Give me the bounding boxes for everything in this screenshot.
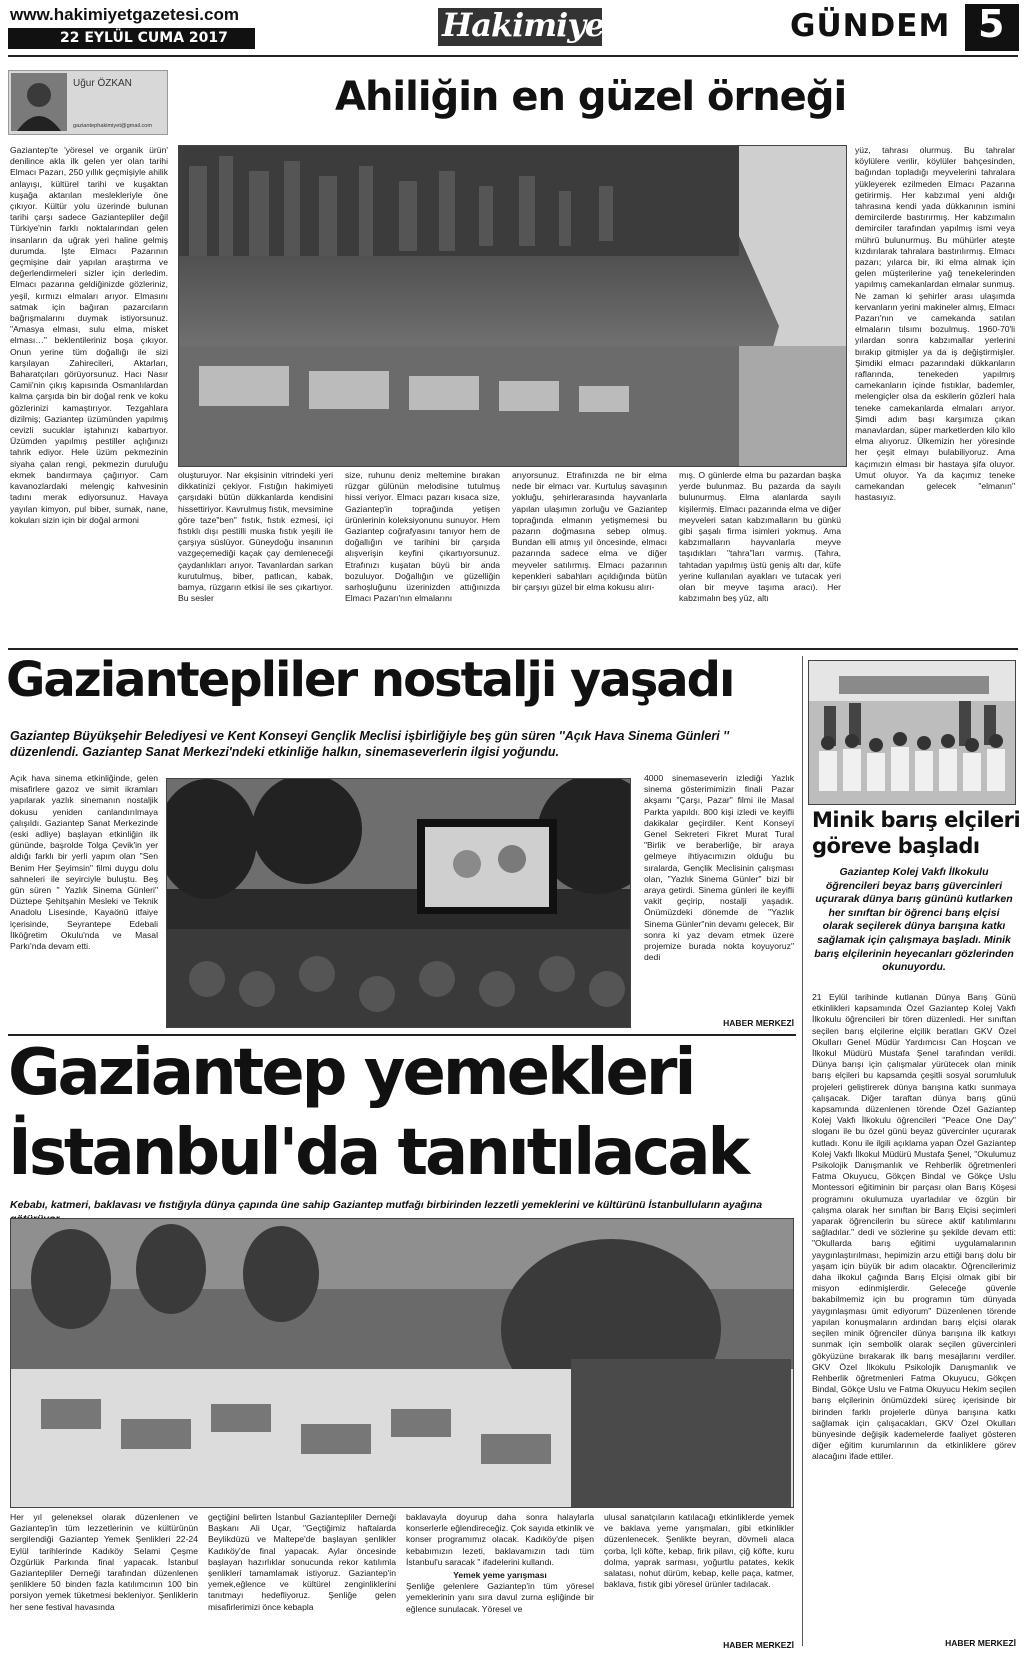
section-rule xyxy=(8,648,1018,650)
article4-signature: HABER MERKEZİ xyxy=(945,1638,1016,1648)
columnist-email[interactable]: gaziantephakimiyet@gmail.com xyxy=(73,123,153,129)
columnist-box xyxy=(8,70,168,135)
article4-headline-line2: göreve başladı xyxy=(812,834,980,858)
article2-column-2 xyxy=(644,773,794,1018)
section-title: GÜNDEM xyxy=(790,8,951,44)
article1-text: oluşturuyor. Nar ekşisinin vitrindeki yeri dikkatinizi çekiyor. Fıstığın hakimiyeti çarşıdaki bütün dükkanlarda kendisini hissettiriyor. Kavrulmuş fıstık, mevsimine göre taze"ben" fıstık, fıstık ezmesi, içi fıstıklı dışı pestilli muska fıstık yeşili ile çarşıya süslüyor. Güneydoğu insanının vazgeçemediği kaçak çay demleneceği çaydanlıkları arıyor. Tavanlardan sarkan kurutulmuş, biber, patlıcan, kabak, bamya, rüzgarın etkisi ile ses çıkartıyor. Bu sesler xyxy=(178,470,333,604)
article1-text: mış. O günlerde elma bu pazardan başka yerde bulunmaz. Bu pazarda da sayılı bulunurmuş. Elma alanlarda sayılı kişilermiş. Elmacı pazarında elma ve diğer meyveleri satan kabzımalların bu günkü gibi şaşalı firma isimleri yokmuş. Ama kabzımalların hayvanlarla meyve taşıdıkları "tahra"ları varmış. (Tahra, tahtadan yapılmış üstü geniş altı dar, küfe yerine kullanılan ayakları ve tutacak yeri olan bir meyve taşıma aracı). Her kabzımalın beş yüz, altı xyxy=(679,470,841,604)
article3-text: ulusal sanatçıların katılacağı etkinliklerde yemek ve baklava yeme yarışmaları, gibi etkinlikler düzenlenecek. Şenlikte beyran, dövmeli alaca çorba, İçli köfte, kebap, firik pilavı, çiğ köfte, kuru dolma, yaprak sarması, yoğurtlu patates, kekik salatası, nohut dürüm, kebap, kelle paça, katmer, baklava, fıstık gibi yöresel ürünler tadılacak. xyxy=(604,1512,794,1590)
article1-text: size, ruhunu deniz meltemine bırakan rüzgar gülünün melodisine tutulmuş hissi veriyor. Elmacı pazarı kısaca size, Gaziantep'in toprağında yetişen ürünlerinin koleksiyonunu sunuyor. Hem Gaziantep coğrafyasını tanıyor hem de doğallığın ve tarihini bir çarşıda alışverişin keyfini çıkartıyorsunuz. Etrafınızı kuşatan büyü bir anda bozuluyor. Doğallığın ve güzelliğin sarhoşluğunu üzerinizden attığınızda Elmacı Pazarı'nın elmalarını xyxy=(345,470,500,604)
article1-column-3 xyxy=(345,470,500,642)
avatar xyxy=(11,73,67,131)
article1-column-6 xyxy=(855,145,1015,642)
columnist-portrait-icon xyxy=(11,73,67,131)
masthead-rule xyxy=(8,55,1018,57)
article3-deck: Kebabı, katmeri, baklavası ve fıstığıyla dünya çapında üne sahip Gaziantep mutfağı birbirinden lezzetli yemeklerini ve kültürünü İstanbulluların ayağına xyxy=(10,1199,763,1211)
article2-deck: Gaziantep Büyükşehir Belediyesi ve Kent Konseyi Gençlik Meclisi işbirliğiyle beş gün süren ''Açık Hava Sinema Günleri '' düzenlendi. Gaziantep Sanat Merkezi'ndeki etkinliğe halkın, sinemaseverlerin ilgisi yoğundu. xyxy=(10,729,730,759)
market-photo xyxy=(178,145,847,467)
article3-column-4 xyxy=(604,1512,794,1640)
spice-market-illustration xyxy=(179,146,847,467)
food-festival-photo xyxy=(10,1218,794,1508)
article2-text: Açık hava sinema etkinliğinde, gelen misafirlere gazoz ve simit ikramları yapılarak yazlık sinemanın nostaljik dokusu yeniden canlandırılmaya çalışıldı. Gaziantep Sanat Merkezinde (eski adliye) başlayan etkinliğin ilk gününde, başrolde Tolga Çevik'in yer aldığı farklı bir yerli yapım olan "Sen Benim Her Şeyimsin" filmi duygu dolu sahneleri ile seyirciyle buluştu. Beş gün süren " Yazlık Sinema Günleri" Düztepe Şehitşahin Mesleki ve Teknik Anadolu Lisesinde, Kayaönü itfaiye içerisinde, Seyrantepe Edebali İlköğretim Okulu'nda ve Masal Parkı'nda devam etti. xyxy=(10,773,158,952)
article4-text: 21 Eylül tarihinde kutlanan Dünya Barış Günü etkinlikleri kapsamında Özel Gaziantep Kolej Vakfı İlkokulu öğrencileri bir tören düzenledi. Her sınıftan seçilen barış elçilerine elçilik beratları GKV Özel Okulları Genel Müdür Yardımcısı Can Hoşcan ve İlkokul Müdürü Mustafa Şenel tarafından verildi. Dünya barışı için çalışmalar yürütecek olan minik barış elçileri bu kapsamda çeşitli sosyal sorumluluk projeleri geliştirerek dünya barışına katkı sunmaya çalışacak. Diğer taraftan dünya barış günü kapsamında düzenlenen törende Özel Gaziantep Kolej Vakfı İlkokulu öğrencileri "Peace One Day" sloganı ile bu özel günü beyaz güvercinler uçurarak kutladı. Konu ile ilgili açıklama yapan Özel Gaziantep Kolej Vakfı İlkokul Müdürü Mustafa Şenel, "Okulumuz Psikolojik Danışmanlık ve Rehberlik öğretmenleri Fatma Okuyucu, Gökçen Bindal ve Gökçe Uslu Montessori eğitiminin bir parçası olan Barış Köşesi programını okulumuza uyarladılar ve özgün bir çalışma olarak her sınıftan bir Barış Elçisi seçimleri yaparak öğrencilerin bu sürece aktif katılımlarını sağladılar." dedi ve sözlerine şu şekilde devam etti: "Okullarda barış eğitimi uygulamalarının yaygınlaştırılması, hepimizin arzu ettiği barış dolu bir yaşam için büyük bir adım olacaktır. Öğrencilerimiz daha ilkokul çağında Barış Elçisi olmak gibi bir misyon edinmişlerdir. Geleceğe güvenle bakabilmemiz için bu programın tüm dünyada yaygınlaşması ümit ediyorum" Düzenlenen törende yapılan konuşmaların ardından barış elçisi olarak seçilen minik öğrenciler dünya barışına ilk katkıyı sunmak için sembolik olarak seçilen güvercinleri gökyüzüne bırakarak ilk barış mesajlarını verdiler. GKV Özel İlkokulu Psikolojik Danışmanlık ve Rehberlik öğretmenleri Fatma Okuyucu, Gökçen Bindal, Gökçe Uslu ve Fatma Okuyucu Hekim seçilen barış elçilerinin önümüzdeki süreç içerisinde bir birinden farklı projelerle dünya barışına katkı sağlamak için çalışacakları, GKV Özel Okulları bünyesinde değişik kademelerde faaliyet gösteren diğer eğitim kurumlarının da etkinliklere görev alacağını ifade ettiler. xyxy=(812,992,1016,1462)
article1-text: Gaziantep'te 'yöresel ve organik ürün' denilince akla ilk gelen yer olan tarihi Elmacı Pazarı, 250 yıllık geçmişiyle ahilik anlayışı, kültürel tarihi ve kuşaktan kuşağa aktarılan meslekleriyle öne çıkıyor. Kültür yolu üzerinde bulunan tarihi çarşı sadece Gaziantepliler değil Türkiye'nin farklı noktalarından gelen insanların da uğrak yeri haline gelmiş durumda. İşte Elmacı Pazarının geçmişine dair yapılan araştırma ve değerlendirmeleri sizler için derledim. Elmacı pazarına geldiğinizde gözleriniz, yeşil, kırmızı elmaları arıyor. Elmasını satmak için bağıran pazarcıların bağrışmalarını duymak istiyorsunuz. "Amasya elması, sulu elma, misket elması…" beklentileriniz boşa çıkıyor. Onun yerine tüm doğallığı ile sizi karşılayan Zahirecileri, Aktarları, Baharatçıları görüyorsunuz. Hacı Nasır Camii'nin çıkış kapısında Osmanlılardan kalma çarşıda bin bir doğal renk ve koku gözlerinizi kamaştırıyor. Tezgahlara dizilmiş; Gaziantep üzümünden yapılmış cevizli sucuklar iştahınızı kabartıyor. Üzümden yapılmış pestiller açlığınızı tahrik ediyor. Hele üzüm pekmezinin siyaha çalan rengi, pekmezin duruluğu ekmek bandırmaya çağırıyor. Cam kavanozlardaki melengiç kahvesinin tadını merak ediyorsunuz. Havaya yayılan kimyon, pul biber, sumak, nane, kokuları sizin için bir doğal armoni xyxy=(10,145,168,525)
article3-headline-line1: Gaziantep yemekleri xyxy=(8,1036,694,1110)
newspaper-logo-text: Hakimiyet xyxy=(442,6,619,44)
article3-text: geçtiğini belirten İstanbul Gaziantepliler Derneği Başkanı Ali Uçar, "Geçtiğimiz haftalarda Beylikdüzü ve Maltepe'de başlayan şenlikler Kadıköy'de final yapacak. Aylar öncesinde başlayan hazırlıklar sonucunda rekor katılımla şenlikleri tamamlamak istiyoruz. Gaziantep'in yemek,eğlence ve kültürel zenginliklerini tanıtmayı hedefliyoruz. Şenliğe gelen misafirlerimizi önce kebapla xyxy=(208,1512,396,1612)
article4-deck: Gaziantep Kolej Vakfı İlkokulu öğrencileri beyaz barış güvercinleri uçurarak dünya barış gününü kutlarken her sınıftan bir öğrenci barış elçisi olarak seçilerek dünya barışına katkı sağlamak için çalışmaya başladı. Minik barış elçilerinin heyecanları gözlerinden okunuyordu. xyxy=(814,866,1014,974)
article1-column-2 xyxy=(178,470,333,642)
article1-column-1 xyxy=(10,145,168,642)
article3-column-2 xyxy=(208,1512,396,1652)
article2-text: 4000 sinemaseverin izlediği Yazlık sinema gösterimimizin finali Pazar akşamı "Çarşı, Pazar" filmi ile Masal Parkta yapıldı. 800 kişi izledi ve keyifli dakikalar geçirdiler. Kent Konseyi Genel Sekreteri Fikret Murat Tural "Birlik ve beraberliğe, bir araya gelmeye ihtiyacımızın olduğu bu sıralarda, Gençlik Meclisinin çalışması olan, "Yazlık Sinema Günler" bizi bir araya getirdi. Sinema günleri ile keyifli vakit geçirip, nostalji yaşadık. Önümüzdeki dönemde de "Yazlık Sinema Günler"nin devamı gelecek, Bir sonra ki yaz devam etmek üzere projemize burada nokta koyuyoruz" dedi xyxy=(644,773,794,963)
article3-column-3 xyxy=(406,1512,594,1652)
article3-column-1 xyxy=(10,1512,198,1652)
issue-date: 22 EYLÜL CUMA 2017 xyxy=(60,30,228,46)
article1-text: yüz, tahrası olurmuş. Bu tahralar köylülere verilir, köylüler bahçesinden, bağından topladığı meyvelerini tahralara yükleyerek ezilmeden Elmacı Pazarına getirirmiş. Her kabzımal yeni aldığı tahrasına kendi yada dükkanının ismini demircilerde bastırırmış. Her kabzımalın demirciler tarafından yapılmış ismi veya mührü bulunurmuş. Bu mühürler ateşte kızdırılarak tahralara bastırılırmış. Elmacı pazarı; yılarca bir, iki elma almak için gelen müşterilerine yağ tenekelerinden yapılmış camekanlardan elmalar sunmuş. Ne zaman ki şehirler arası ulaşımda kervanların yerini makineler almış, Elmacı Pazarı'nın ve camekanda satılan elmaların tılsımı bozulmuş. 1960-70'li yılardan sonra kabzımallar yerlerini bırakıp gitmişler ya da iş değiştirmişler. Şimdiki elmacı pazarındaki dükkanların raflarında, tenekeden yapılmış camekanların içinde fıstıklar, bademler, melengiçler olsa da eskilerin gözleri hala teneke camekanlarda elmaları arıyor. Şimdi adım başı karşımıza çıkan manavlardan, süper marketlerden kilo kilo elma alıyoruz. Ülkemizin her yöresinde her çeşit elmayı bulabiliyoruz. Ama kaçımızın elması bir hastaya şifa oluyor. Umut oluyor. Ya da kaçımız teneke camekandan gelecek "elmanın" hastasıyız. xyxy=(855,145,1015,503)
article3-text: baklavayla doyurup daha sonra halaylarla konserlerle eğlendireceğiz. Çok sayıda etkinlik ve konser programımız olacak. Kadıköy'de pişen kebabımızın lezeti, baklavamızın tadı tüm İstanbul'u saracak " ifadelerini kullandı. xyxy=(406,1512,594,1567)
article1-headline: Ahiliğin en güzel örneği xyxy=(335,74,847,120)
food-tasting-illustration xyxy=(11,1219,794,1508)
article1-text: arıyorsunuz. Etrafınızda ne bir elma nede bir elmacı var. Kurtuluş savaşının yokluğu, şehirlerarasında hayvanlarla yapılan ulaşımın zorluğu ve Gaziantep toprağında elmanın yetişmemesi bu pazarın doğmasına sebep olmuş. Bundan elli atmış yıl öncesinde, elmacı pazarında sadece elma ve diğer meyveler satılırmış. Elmacı pazarının kepenkleri sabahları açıldığında bütün bir çarşıyı güzel bir elma kokusu alırı- xyxy=(512,470,667,593)
article4-headline-line1: Minik barış elçileri xyxy=(812,808,1021,832)
peace-ambassadors-illustration xyxy=(809,661,1016,805)
children-photo xyxy=(808,660,1016,805)
article3-headline-line2: İstanbul'da tanıtılacak xyxy=(8,1116,748,1190)
article4-body xyxy=(812,992,1016,1632)
sidebar-divider xyxy=(802,656,803,1646)
article3-text: Şenliğe gelenlere Gaziantep'in tüm yöresel yemeklerinin yanı sıra davul zurna eşliğinde bir eğlence sunulacak. Yöresel ve xyxy=(406,1581,594,1614)
website-url[interactable]: www.hakimiyetgazetesi.com xyxy=(10,5,239,24)
article1-column-5 xyxy=(679,470,841,642)
article3-text: Her yıl geleneksel olarak düzenlenen ve Gaziantep'in tüm lezzetlerinin ve kültürünün sergilendiği Gaziantep Yemek Şenlikleri 22-24 Eylül tarihlerinde Kadıköy Selami Çeşme Özgürlük Parkında final yapacak. İstanbul Gaziantepliler Derneği tarafından düzenlenen şenliklere 50 binden fazla katılımcının 100 bin porsiyon yemek tüketmesi bekleniyor. Şenliklerin her sene festival havasında xyxy=(10,1512,198,1612)
article3-signature: HABER MERKEZİ xyxy=(723,1640,794,1650)
article2-column-1 xyxy=(10,773,158,1031)
open-air-cinema-illustration xyxy=(167,779,631,1028)
columnist-name: Uğur ÖZKAN xyxy=(73,78,132,89)
article1-column-4 xyxy=(512,470,667,642)
page-number: 5 xyxy=(978,2,1005,46)
article3-subhead: Yemek yeme yarışması xyxy=(453,1570,547,1581)
article2-headline: Gaziantepliler nostalji yaşadı xyxy=(6,652,734,708)
cinema-photo xyxy=(166,778,631,1028)
masthead xyxy=(0,0,1024,55)
article2-signature: HABER MERKEZİ xyxy=(723,1018,794,1028)
